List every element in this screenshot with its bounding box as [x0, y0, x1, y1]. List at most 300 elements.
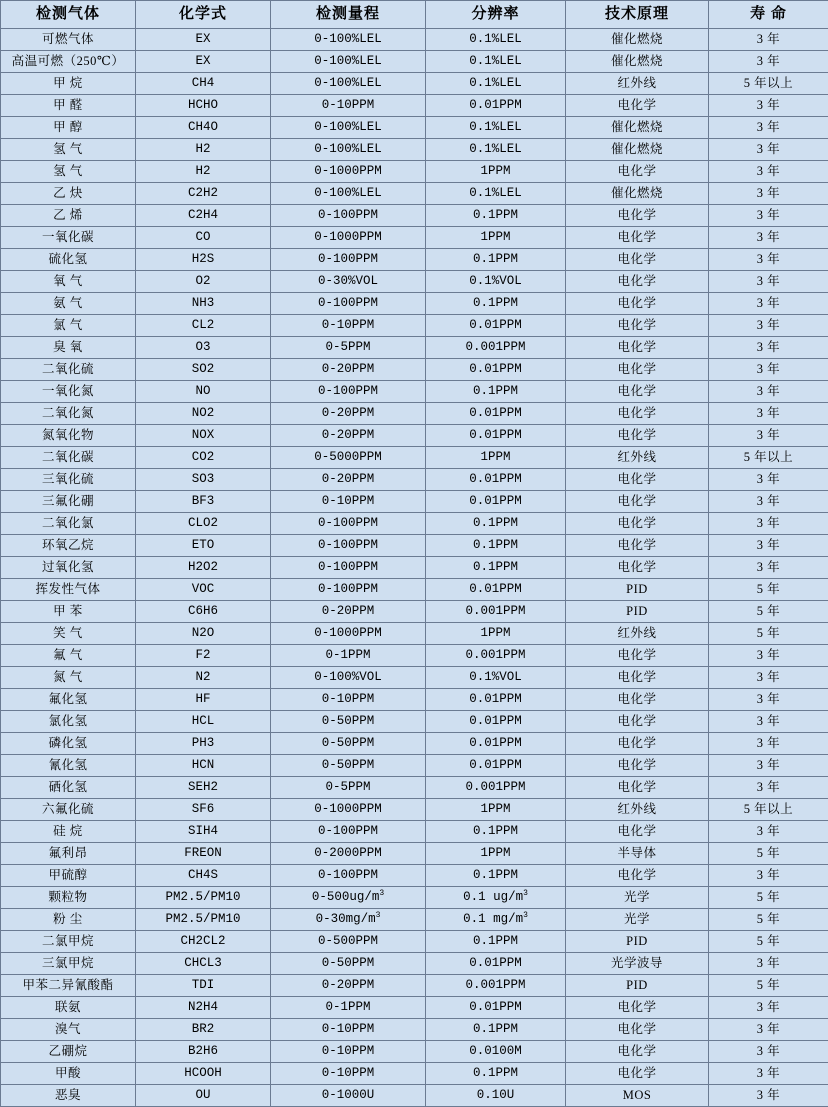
cell-resolution: 0.1 $mg/m^3$ — [426, 909, 566, 931]
cell-resolution: 0.1PPM — [426, 293, 566, 315]
cell-resolution: 0.01PPM — [426, 491, 566, 513]
cell-resolution: 0.0100M — [426, 1041, 566, 1063]
cell-resolution: 0.1PPM — [426, 205, 566, 227]
cell-resolution: 0.001PPM — [426, 975, 566, 997]
cell-gas: 氟化氢 — [1, 689, 136, 711]
table-row — [1, 909, 828, 931]
cell-lifetime: 3 年 — [709, 51, 828, 73]
cell-formula: C6H6 — [136, 601, 271, 623]
table-row — [1, 73, 828, 95]
cell-technology: 电化学 — [566, 227, 709, 249]
table-row — [1, 271, 828, 293]
cell-technology: 红外线 — [566, 799, 709, 821]
cell-technology: 红外线 — [566, 73, 709, 95]
cell-technology: 电化学 — [566, 293, 709, 315]
cell-resolution: 0.1PPM — [426, 1019, 566, 1041]
cell-formula: SF6 — [136, 799, 271, 821]
cell-resolution: 0.1PPM — [426, 931, 566, 953]
cell-lifetime: 3 年 — [709, 953, 828, 975]
cell-gas: 粉 尘 — [1, 909, 136, 931]
cell-gas: 乙 炔 — [1, 183, 136, 205]
cell-formula: CH4S — [136, 865, 271, 887]
cell-lifetime: 3 年 — [709, 535, 828, 557]
cell-resolution: 0.001PPM — [426, 645, 566, 667]
cell-formula: CLO2 — [136, 513, 271, 535]
table-row — [1, 997, 828, 1019]
cell-resolution: 0.10U — [426, 1085, 566, 1107]
table-row — [1, 249, 828, 271]
cell-gas: 笑 气 — [1, 623, 136, 645]
cell-technology: 电化学 — [566, 821, 709, 843]
cell-technology: 电化学 — [566, 381, 709, 403]
table-body — [1, 29, 828, 1107]
cell-lifetime: 3 年 — [709, 315, 828, 337]
cell-lifetime: 5 年 — [709, 887, 828, 909]
cell-range: 0-20PPM — [271, 469, 426, 491]
cell-technology: 催化燃烧 — [566, 117, 709, 139]
column-header-lifetime: 寿 命 — [709, 1, 828, 29]
cell-lifetime: 5 年 — [709, 909, 828, 931]
cell-resolution: 0.1PPM — [426, 513, 566, 535]
cell-technology: 电化学 — [566, 557, 709, 579]
cell-formula: PM2.5/PM10 — [136, 909, 271, 931]
cell-gas: 高温可燃（250℃） — [1, 51, 136, 73]
table-row — [1, 865, 828, 887]
cell-gas: 氮氧化物 — [1, 425, 136, 447]
table-row — [1, 535, 828, 557]
cell-lifetime: 3 年 — [709, 733, 828, 755]
cell-gas: 恶臭 — [1, 1085, 136, 1107]
cell-resolution: 0.1%LEL — [426, 183, 566, 205]
table-row — [1, 117, 828, 139]
cell-formula: CH2CL2 — [136, 931, 271, 953]
cell-range: 0-100%LEL — [271, 117, 426, 139]
cell-lifetime: 5 年以上 — [709, 447, 828, 469]
table-row — [1, 447, 828, 469]
cell-gas: 挥发性气体 — [1, 579, 136, 601]
cell-resolution: 0.1PPM — [426, 1063, 566, 1085]
cell-gas: 二氧化硫 — [1, 359, 136, 381]
cell-gas: 三氯甲烷 — [1, 953, 136, 975]
cell-formula: H2 — [136, 161, 271, 183]
cell-lifetime: 5 年 — [709, 931, 828, 953]
cell-formula: PM2.5/PM10 — [136, 887, 271, 909]
cell-range: 0-50PPM — [271, 953, 426, 975]
cell-range: 0-100PPM — [271, 513, 426, 535]
cell-technology: 电化学 — [566, 513, 709, 535]
cell-gas: 甲苯二异氰酸酯 — [1, 975, 136, 997]
cell-resolution: 0.1PPM — [426, 557, 566, 579]
column-header-technology: 技术原理 — [566, 1, 709, 29]
cell-resolution: 0.01PPM — [426, 711, 566, 733]
cell-formula: BF3 — [136, 491, 271, 513]
cell-range: 0-100PPM — [271, 381, 426, 403]
cell-resolution: 1PPM — [426, 227, 566, 249]
cell-technology: 光学波导 — [566, 953, 709, 975]
cell-gas: 甲 醇 — [1, 117, 136, 139]
cell-technology: 电化学 — [566, 425, 709, 447]
cell-resolution: 0.1%LEL — [426, 51, 566, 73]
cell-technology: 电化学 — [566, 249, 709, 271]
cell-resolution: 0.001PPM — [426, 337, 566, 359]
cell-range: 0-1000PPM — [271, 161, 426, 183]
table-row — [1, 183, 828, 205]
cell-lifetime: 3 年 — [709, 161, 828, 183]
cell-resolution: 0.01PPM — [426, 953, 566, 975]
table-row — [1, 381, 828, 403]
cell-formula: HCN — [136, 755, 271, 777]
cell-technology: 电化学 — [566, 711, 709, 733]
table-row — [1, 689, 828, 711]
cell-formula: OU — [136, 1085, 271, 1107]
cell-resolution: 0.01PPM — [426, 689, 566, 711]
cell-formula: B2H6 — [136, 1041, 271, 1063]
cell-gas: 二氧化氯 — [1, 513, 136, 535]
cell-range: 0-1000PPM — [271, 623, 426, 645]
cell-gas: 甲 醛 — [1, 95, 136, 117]
table-row — [1, 799, 828, 821]
table-row — [1, 469, 828, 491]
column-header-range: 检测量程 — [271, 1, 426, 29]
cell-technology: 催化燃烧 — [566, 29, 709, 51]
cell-range: 0-5000PPM — [271, 447, 426, 469]
table-row — [1, 29, 828, 51]
cell-technology: 电化学 — [566, 645, 709, 667]
cell-technology: 电化学 — [566, 777, 709, 799]
cell-range: 0-50PPM — [271, 755, 426, 777]
cell-range: 0-1000PPM — [271, 799, 426, 821]
table-header-row — [1, 1, 828, 29]
cell-gas: 氨 气 — [1, 293, 136, 315]
cell-technology: 红外线 — [566, 623, 709, 645]
cell-formula: H2 — [136, 139, 271, 161]
cell-technology: 光学 — [566, 909, 709, 931]
cell-range: $0-30mg/m^3$ — [271, 909, 426, 931]
cell-formula: C2H2 — [136, 183, 271, 205]
cell-formula: N2H4 — [136, 997, 271, 1019]
cell-resolution: 0.01PPM — [426, 755, 566, 777]
table-row — [1, 887, 828, 909]
table-row — [1, 1019, 828, 1041]
cell-gas: 氢 气 — [1, 139, 136, 161]
cell-range: 0-100PPM — [271, 293, 426, 315]
cell-gas: 六氟化硫 — [1, 799, 136, 821]
cell-technology: MOS — [566, 1085, 709, 1107]
cell-formula: HCOOH — [136, 1063, 271, 1085]
cell-gas: 甲酸 — [1, 1063, 136, 1085]
table-row — [1, 755, 828, 777]
cell-formula: VOC — [136, 579, 271, 601]
cell-technology: PID — [566, 975, 709, 997]
cell-resolution: 0.01PPM — [426, 359, 566, 381]
cell-technology: PID — [566, 931, 709, 953]
cell-lifetime: 3 年 — [709, 403, 828, 425]
cell-technology: 光学 — [566, 887, 709, 909]
table-row — [1, 161, 828, 183]
cell-resolution: 0.1%LEL — [426, 117, 566, 139]
cell-technology: 电化学 — [566, 535, 709, 557]
table-row — [1, 425, 828, 447]
cell-formula: SO3 — [136, 469, 271, 491]
cell-resolution: 0.01PPM — [426, 579, 566, 601]
cell-range: 0-1PPM — [271, 645, 426, 667]
cell-technology: 电化学 — [566, 755, 709, 777]
cell-resolution: 0.01PPM — [426, 403, 566, 425]
cell-lifetime: 3 年 — [709, 777, 828, 799]
table-row — [1, 557, 828, 579]
cell-range: 0-20PPM — [271, 601, 426, 623]
cell-lifetime: 3 年 — [709, 227, 828, 249]
cell-technology: 电化学 — [566, 689, 709, 711]
cell-lifetime: 3 年 — [709, 689, 828, 711]
cell-range: 0-100PPM — [271, 865, 426, 887]
cell-formula: TDI — [136, 975, 271, 997]
cell-lifetime: 5 年以上 — [709, 799, 828, 821]
cell-technology: 电化学 — [566, 205, 709, 227]
cell-gas: 氰化氢 — [1, 755, 136, 777]
cell-gas: 二氧化碳 — [1, 447, 136, 469]
cell-gas: 乙 烯 — [1, 205, 136, 227]
cell-resolution: 1PPM — [426, 799, 566, 821]
cell-formula: CL2 — [136, 315, 271, 337]
cell-lifetime: 3 年 — [709, 359, 828, 381]
cell-technology: 电化学 — [566, 865, 709, 887]
cell-formula: H2O2 — [136, 557, 271, 579]
cell-gas: 联氨 — [1, 997, 136, 1019]
cell-range: 0-100%VOL — [271, 667, 426, 689]
table-row — [1, 1085, 828, 1107]
cell-resolution: 0.001PPM — [426, 777, 566, 799]
cell-formula: PH3 — [136, 733, 271, 755]
cell-range: 0-30%VOL — [271, 271, 426, 293]
cell-range: 0-10PPM — [271, 689, 426, 711]
cell-range: 0-10PPM — [271, 315, 426, 337]
cell-resolution: 1PPM — [426, 623, 566, 645]
cell-formula: O2 — [136, 271, 271, 293]
cell-resolution: 0.1%LEL — [426, 29, 566, 51]
cell-technology: 电化学 — [566, 733, 709, 755]
table-row — [1, 51, 828, 73]
table-row — [1, 403, 828, 425]
cell-gas: 氟利昂 — [1, 843, 136, 865]
cell-technology: PID — [566, 579, 709, 601]
cell-formula: SO2 — [136, 359, 271, 381]
cell-resolution: 0.01PPM — [426, 315, 566, 337]
cell-range: 0-10PPM — [271, 1041, 426, 1063]
column-header-resolution: 分辨率 — [426, 1, 566, 29]
table-row — [1, 953, 828, 975]
table-row — [1, 205, 828, 227]
cell-lifetime: 3 年 — [709, 667, 828, 689]
cell-technology: 半导体 — [566, 843, 709, 865]
table-row — [1, 931, 828, 953]
cell-gas: 三氟化硼 — [1, 491, 136, 513]
cell-lifetime: 3 年 — [709, 557, 828, 579]
cell-gas: 硫化氢 — [1, 249, 136, 271]
cell-lifetime: 3 年 — [709, 997, 828, 1019]
cell-lifetime: 3 年 — [709, 821, 828, 843]
table-row — [1, 579, 828, 601]
cell-gas: 氢 气 — [1, 161, 136, 183]
cell-formula: CH4O — [136, 117, 271, 139]
table-row — [1, 975, 828, 997]
cell-range: 0-100%LEL — [271, 139, 426, 161]
cell-range: 0-20PPM — [271, 359, 426, 381]
cell-range: 0-20PPM — [271, 425, 426, 447]
table-row — [1, 777, 828, 799]
cell-range: 0-500PPM — [271, 931, 426, 953]
cell-technology: 电化学 — [566, 1063, 709, 1085]
cell-range: 0-50PPM — [271, 733, 426, 755]
cell-gas: 颗粒物 — [1, 887, 136, 909]
table-row — [1, 1041, 828, 1063]
cell-gas: 臭 氧 — [1, 337, 136, 359]
cell-range: 0-5PPM — [271, 777, 426, 799]
cell-formula: SEH2 — [136, 777, 271, 799]
cell-range: 0-100%LEL — [271, 29, 426, 51]
table-row — [1, 711, 828, 733]
cell-range: 0-10PPM — [271, 95, 426, 117]
cell-lifetime: 3 年 — [709, 117, 828, 139]
cell-resolution: 0.1%LEL — [426, 139, 566, 161]
cell-formula: HCL — [136, 711, 271, 733]
cell-range: 0-10PPM — [271, 1019, 426, 1041]
cell-gas: 氮 气 — [1, 667, 136, 689]
cell-resolution: 1PPM — [426, 161, 566, 183]
cell-gas: 一氧化氮 — [1, 381, 136, 403]
cell-gas: 溴气 — [1, 1019, 136, 1041]
cell-gas: 甲 苯 — [1, 601, 136, 623]
cell-formula: NH3 — [136, 293, 271, 315]
cell-gas: 过氧化氢 — [1, 557, 136, 579]
cell-gas: 磷化氢 — [1, 733, 136, 755]
table-header — [1, 1, 828, 29]
cell-formula: HCHO — [136, 95, 271, 117]
cell-gas: 氯化氢 — [1, 711, 136, 733]
cell-technology: 电化学 — [566, 403, 709, 425]
cell-range: 0-100%LEL — [271, 183, 426, 205]
cell-technology: 电化学 — [566, 1041, 709, 1063]
cell-gas: 环氧乙烷 — [1, 535, 136, 557]
table-row — [1, 513, 828, 535]
table-row — [1, 359, 828, 381]
cell-gas: 氟 气 — [1, 645, 136, 667]
table-row — [1, 843, 828, 865]
cell-range: 0-100PPM — [271, 821, 426, 843]
cell-resolution: 0.1PPM — [426, 535, 566, 557]
cell-gas: 氯 气 — [1, 315, 136, 337]
cell-technology: 电化学 — [566, 337, 709, 359]
cell-resolution: 0.01PPM — [426, 733, 566, 755]
cell-range: 0-100%LEL — [271, 73, 426, 95]
cell-gas: 二氧化氮 — [1, 403, 136, 425]
cell-formula: NO — [136, 381, 271, 403]
cell-lifetime: 3 年 — [709, 1085, 828, 1107]
table-row — [1, 315, 828, 337]
cell-lifetime: 3 年 — [709, 1041, 828, 1063]
cell-lifetime: 3 年 — [709, 865, 828, 887]
cell-range: 0-10PPM — [271, 1063, 426, 1085]
cell-lifetime: 3 年 — [709, 1019, 828, 1041]
column-header-gas: 检测气体 — [1, 1, 136, 29]
table-row — [1, 667, 828, 689]
cell-resolution: 0.1%VOL — [426, 271, 566, 293]
cell-resolution: 0.01PPM — [426, 95, 566, 117]
cell-lifetime: 3 年 — [709, 95, 828, 117]
cell-formula: NOX — [136, 425, 271, 447]
cell-formula: CHCL3 — [136, 953, 271, 975]
cell-range: 0-1000U — [271, 1085, 426, 1107]
table-row — [1, 623, 828, 645]
cell-technology: 电化学 — [566, 997, 709, 1019]
cell-range: 0-100PPM — [271, 249, 426, 271]
cell-range: 0-1PPM — [271, 997, 426, 1019]
cell-formula: N2 — [136, 667, 271, 689]
cell-range: 0-100PPM — [271, 557, 426, 579]
cell-lifetime: 3 年 — [709, 271, 828, 293]
cell-lifetime: 3 年 — [709, 337, 828, 359]
cell-gas: 可燃气体 — [1, 29, 136, 51]
column-header-formula: 化学式 — [136, 1, 271, 29]
cell-formula: HF — [136, 689, 271, 711]
cell-technology: 电化学 — [566, 161, 709, 183]
cell-formula: SIH4 — [136, 821, 271, 843]
cell-resolution: 0.1PPM — [426, 249, 566, 271]
cell-technology: 电化学 — [566, 491, 709, 513]
cell-gas: 三氧化硫 — [1, 469, 136, 491]
cell-range: 0-2000PPM — [271, 843, 426, 865]
cell-gas: 甲硫醇 — [1, 865, 136, 887]
table-row — [1, 95, 828, 117]
cell-lifetime: 5 年 — [709, 601, 828, 623]
cell-formula: EX — [136, 29, 271, 51]
cell-gas: 甲 烷 — [1, 73, 136, 95]
cell-formula: H2S — [136, 249, 271, 271]
cell-resolution: 0.1PPM — [426, 821, 566, 843]
cell-technology: 电化学 — [566, 667, 709, 689]
cell-lifetime: 3 年 — [709, 139, 828, 161]
cell-lifetime: 3 年 — [709, 711, 828, 733]
cell-lifetime: 3 年 — [709, 29, 828, 51]
cell-range: 0-20PPM — [271, 403, 426, 425]
table-row — [1, 601, 828, 623]
cell-formula: CO2 — [136, 447, 271, 469]
cell-technology: 催化燃烧 — [566, 139, 709, 161]
cell-lifetime: 3 年 — [709, 205, 828, 227]
cell-formula: N2O — [136, 623, 271, 645]
cell-technology: 电化学 — [566, 1019, 709, 1041]
cell-resolution: 0.1 $ug/m^3$ — [426, 887, 566, 909]
cell-lifetime: 3 年 — [709, 491, 828, 513]
cell-lifetime: 5 年 — [709, 843, 828, 865]
cell-resolution: 0.1PPM — [426, 381, 566, 403]
cell-range: 0-10PPM — [271, 491, 426, 513]
cell-technology: 电化学 — [566, 469, 709, 491]
cell-lifetime: 5 年 — [709, 623, 828, 645]
cell-gas: 硒化氢 — [1, 777, 136, 799]
cell-technology: 电化学 — [566, 271, 709, 293]
cell-resolution: 1PPM — [426, 843, 566, 865]
table-row — [1, 337, 828, 359]
cell-resolution: 0.01PPM — [426, 425, 566, 447]
cell-range: 0-100PPM — [271, 535, 426, 557]
cell-technology: 电化学 — [566, 95, 709, 117]
cell-resolution: 0.1%VOL — [426, 667, 566, 689]
table-row — [1, 821, 828, 843]
cell-lifetime: 5 年 — [709, 975, 828, 997]
cell-technology: 电化学 — [566, 315, 709, 337]
cell-technology: 电化学 — [566, 359, 709, 381]
